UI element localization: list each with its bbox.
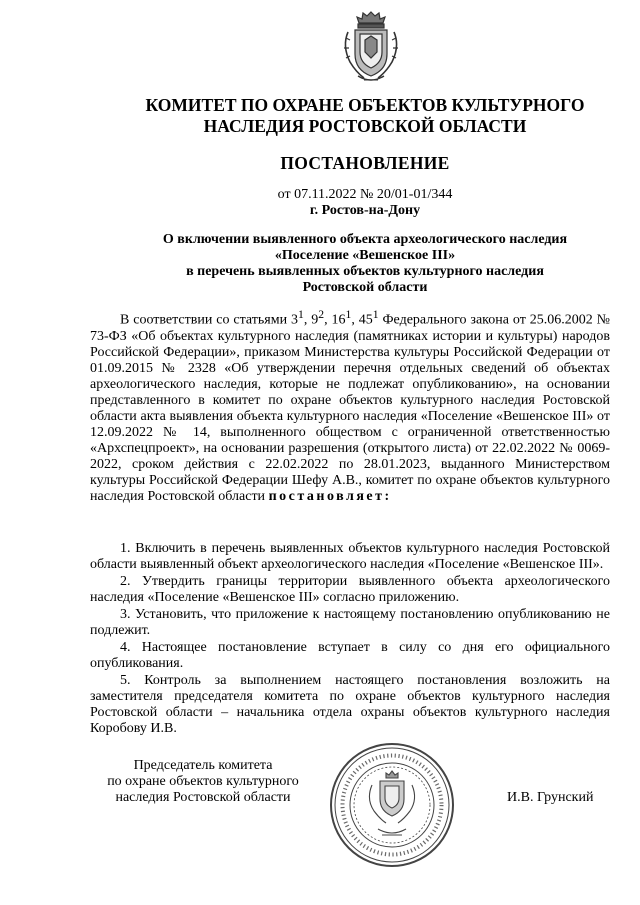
organization-title-line-1: КОМИТЕТ ПО ОХРАНЕ ОБЪЕКТОВ КУЛЬТУРНОГО	[145, 95, 585, 115]
decree-item-1: 1. Включить в перечень выявленных объектов культурного наследия Ростовской области выявленный объект археологического наследия «Поселение «Вешенское III».	[90, 541, 610, 572]
subject-line-1: О включении выявленного объекта археологического наследия	[162, 232, 568, 247]
document-type: ПОСТАНОВЛЕНИЕ	[280, 153, 450, 173]
preamble-sup-3: 1	[345, 308, 352, 321]
preamble-sup-4: 1	[372, 308, 379, 321]
decree-item-4: 4. Настоящее постановление вступает в силу со дня его официального опубликования.	[90, 640, 610, 671]
subject-line-3: в перечень выявленных объектов культурного наследия	[186, 264, 544, 279]
organization-title-line-2: НАСЛЕДИЯ РОСТОВСКОЙ ОБЛАСТИ	[203, 116, 527, 136]
preamble-sup-1: 1	[297, 308, 304, 321]
decree-items	[90, 541, 610, 738]
document-city: г. Ростов-на-Дону	[309, 203, 421, 218]
decree-item-3: 3. Установить, что приложение к настоящему постановлению опубликованию не подлежит.	[90, 607, 610, 638]
preamble-paragraph	[90, 307, 610, 505]
subject-line-2: «Поселение «Вешенское III»	[274, 248, 456, 263]
preamble-text-5: Федерального закона от 25.06.2002 № 73-ФЗ «Об объектах культурного наследия (памятниках истории и культуры) народов Российской Федерации», приказом Министерства культуры Российской Федерации от 01.09.2015 № 2328 «Об утверждении перечня отдельных сведений об объектах археологического наследия, которые не подлежат опубликованию», на основании представленного в комитет по охране объектов культурного наследия Ростовской области акта выявления объекта культурного наследия «Поселение «Вешенское III» от 12.09.2022 № 14, выполненного обществом с ограниченной ответственностью «Архспецпроект», на основании разрешения (открытого листа) от 22.02.2022 № 0069-2022, сроком действия с 22.02.2022 по 28.01.2023, выданного Министерством культуры Российской Федерации Шефу А.В., комитет по охране объектов культурного наследия Ростовской области	[90, 312, 611, 504]
decree-item-5: 5. Контроль за выполнением настоящего постановления возложить на заместителя председателя комитета по охране объектов культурного наследия Ростовской области – начальника отдела охраны объектов культурного наследия Коробову И.В.	[90, 673, 610, 736]
signer-name: И.В. Грунский	[507, 790, 594, 805]
signer-position	[88, 758, 318, 806]
official-round-seal-icon	[328, 741, 456, 869]
preamble	[90, 307, 610, 505]
signer-position-line-3: наследия Ростовской области	[115, 790, 291, 805]
preamble-text-1: В соответствии со статьями 3	[120, 312, 298, 328]
decree-item-2: 2. Утвердить границы территории выявленного объекта археологического наследия «Поселение «Вешенское III» согласно приложению.	[90, 574, 610, 605]
document-subject	[90, 232, 640, 296]
organization-title	[90, 95, 640, 137]
preamble-text-3: , 16	[324, 312, 346, 328]
document-date-number: от 07.11.2022 № 20/01-01/344	[277, 187, 453, 202]
decree-word: постановляет:	[268, 488, 392, 504]
signer-position-line-2: по охране объектов культурного	[107, 774, 299, 789]
signer-position-line-1: Председатель комитета	[133, 758, 273, 773]
rostov-coat-of-arms-icon	[340, 10, 402, 86]
preamble-text-2: , 9	[303, 312, 319, 328]
preamble-text-4: , 45	[351, 312, 373, 328]
subject-line-4: Ростовской области	[302, 280, 428, 295]
preamble-sup-2: 2	[318, 308, 325, 321]
